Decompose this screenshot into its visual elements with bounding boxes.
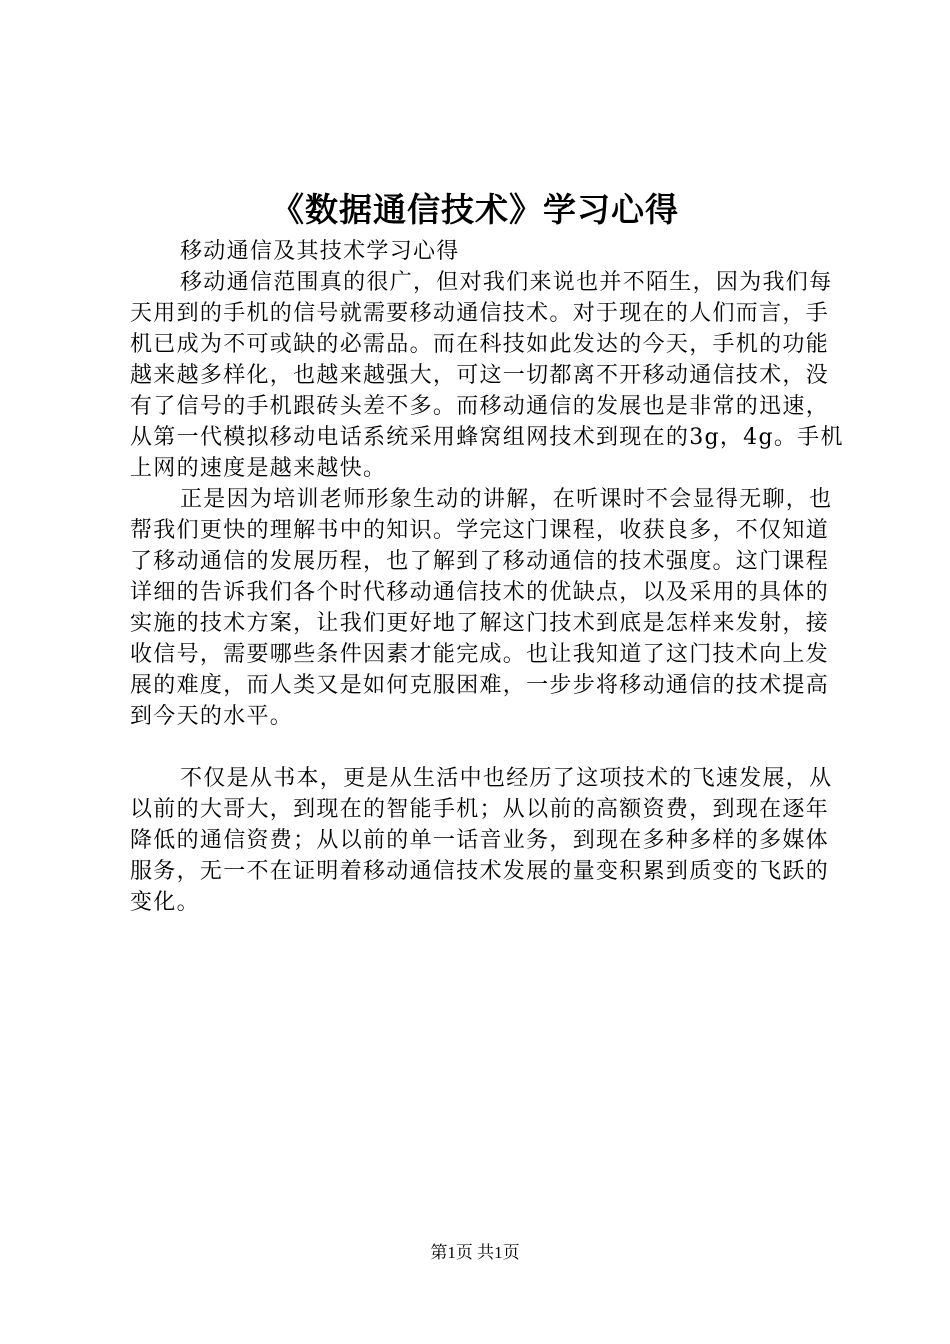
document-body — [130, 236, 850, 918]
paragraph-1: 移动通信范围真的很广，但对我们来说也并不陌生，因为我们每天用到的手机的信号就需要移动通信技术。对于现在的人们而言，手机已成为不可或缺的必需品。而在科技如此发达的今天，手机的功能越来越多样化，也越来越强大，可这一切都离不开移动通信技术，没有了信号的手机跟砖头差不多。而移动通信的发展也是非常的迅速，从第一代模拟移动电话系统采用蜂窝组网技术到现在的3g，4g。手机上网的速度是越来越快。 — [130, 270, 844, 481]
page-footer: 第1页 共1页 — [430, 1243, 520, 1262]
document-title: 《数据通信技术》学习心得 — [271, 190, 679, 229]
paragraph-3: 不仅是从书本，更是从生活中也经历了这项技术的飞速发展，从以前的大哥大，到现在的智能手机；从以前的高额资费，到现在逐年降低的通信资费；从以前的单一话音业务，到现在多种多样的多媒体服务，无一不在证明着移动通信技术发展的量变积累到质变的飞跃的变化。 — [130, 766, 833, 915]
document-subtitle: 移动通信及其技术学习心得 — [180, 239, 460, 264]
paragraph-2: 正是因为培训老师形象生动的讲解，在听课时不会显得无聊，也帮我们更快的理解书中的知识。学完这门课程，收获良多，不仅知道了移动通信的发展历程，也了解到了移动通信的技术强度。这门课程详细的告诉我们各个时代移动通信技术的优缺点，以及采用的具体的实施的技术方案，让我们更好地了解这门技术到底是怎样来发射，接收信号，需要哪些条件因素才能完成。也让我知道了这门技术向上发展的难度，而人类又是如何克服困难，一步步将移动通信的技术提高到今天的水平。 — [130, 487, 833, 729]
